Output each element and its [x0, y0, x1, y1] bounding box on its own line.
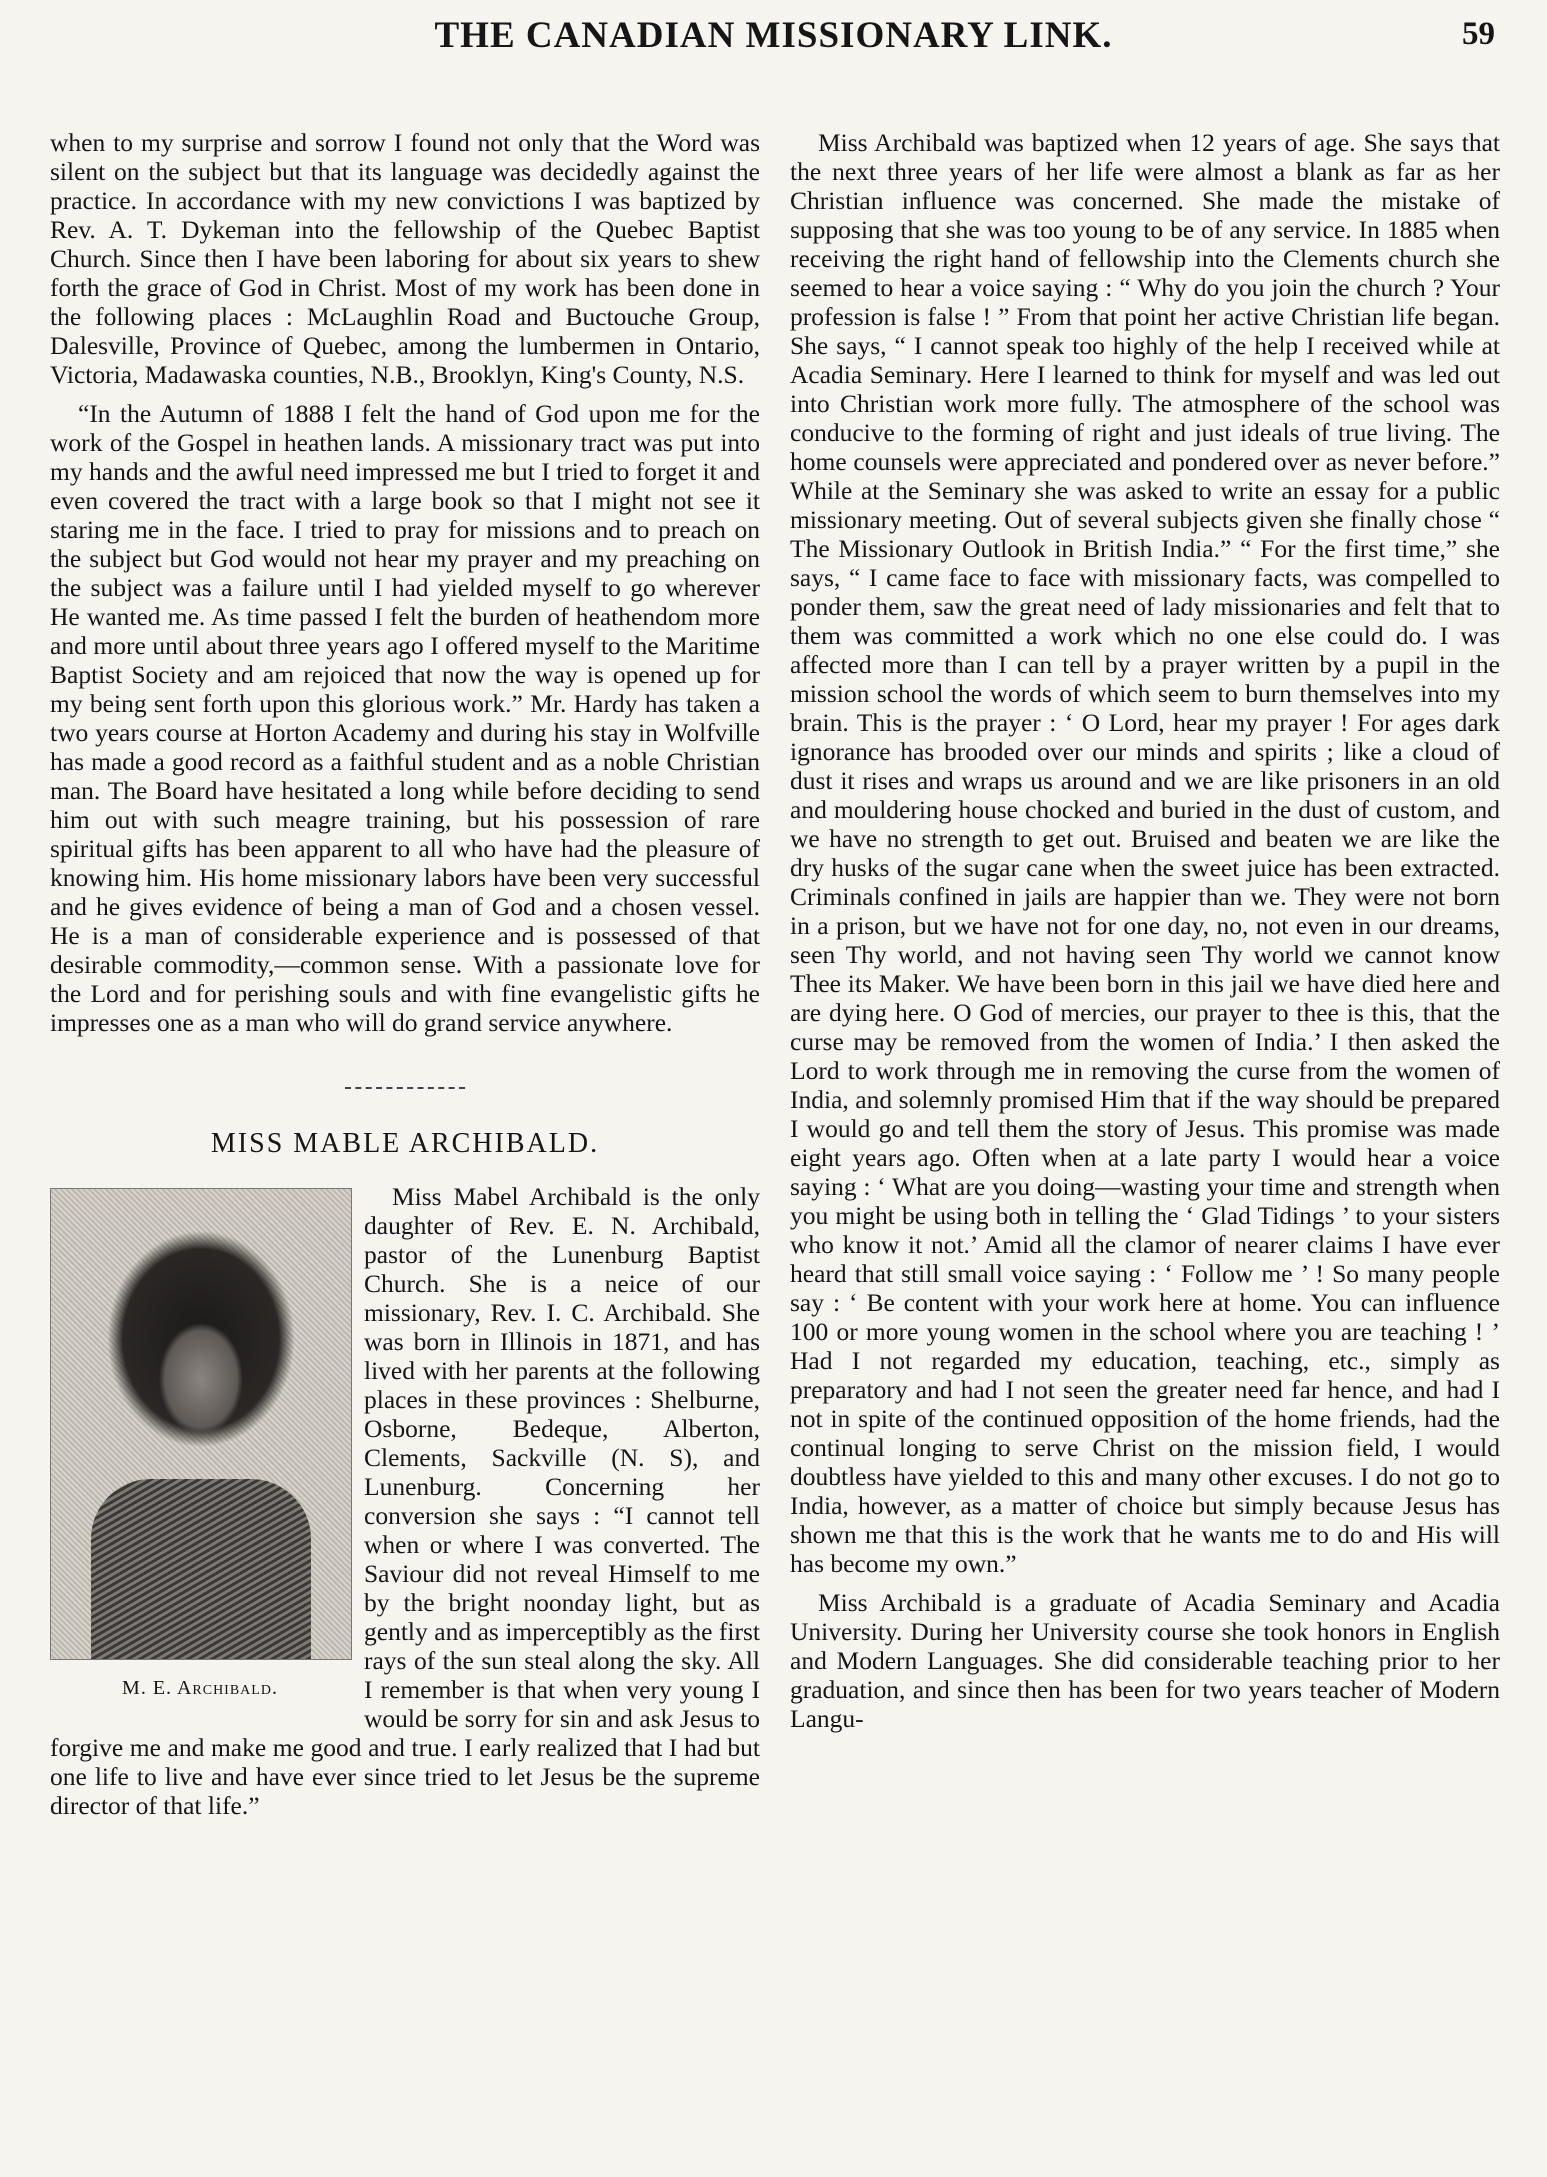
page-number: 59: [1462, 16, 1495, 52]
left-column: [50, 128, 760, 1830]
paragraph-archibald-intro: Miss Mabel Archibald is the only daughter of Rev. E. N. Archibald, pastor of the Lunenburg Baptist Church. She is a neice of our missionary, Rev. I. C. Archibald. She was born in Illinois in 1871, and has lived with her parents at the following places in these provinces : Shelburne, Osborne, Bedeque, Alberton, Clements, Sackville (N. S), and Lunenburg. Concerning her conversion she says : “I cannot tell when or where I was converted. The Saviour did not reveal Himself to me by the bright noonday light, but as gently and as imperceptibly as the first rays of the sun steal along the sky. All I remember is that when very young I would be sorry for sin and ask Jesus to forgive me and make me good and true. I early realized that I had but one life to live and have ever since tried to let Jesus be the supreme director of that life.”: [50, 1182, 760, 1820]
paragraph-archibald-education: Miss Archibald is a graduate of Acadia Seminary and Acadia University. During her University course she took honors in English and Modern Languages. She did considerable teaching prior to her graduation, and since then has been for two years teacher of Modern Langu-: [790, 1588, 1500, 1733]
paragraph-archibald-testimony: Miss Archibald was baptized when 12 years of age. She says that the next three years of her life were almost a blank as far as her Christian influence was concerned. She made the mistake of supposing that she was too young to be of any service. In 1885 when receiving the right hand of fellowship into the Clements church she seemed to hear a voice saying : “ Why do you join the church ? Your profession is false ! ” From that point her active Christian life began. She says, “ I cannot speak too highly of the help I received while at Acadia Seminary. Here I learned to think for myself and was led out into Christian work more fully. The atmosphere of the school was conducive to the forming of right and just ideals of true living. The home counsels were appreciated and pondered over as never before.” While at the Seminary she was asked to write an essay for a public missionary meeting. Out of several subjects given she finally chose “ The Missionary Outlook in British India.” “ For the first time,” she says, “ I came face to face with missionary facts, was compelled to ponder them, saw the great need of lady missionaries and felt that to them was committed a work which no one else could do. I was affected more than I can tell by a prayer written by a pupil in the mission school the words of which seem to burn themselves into my brain. This is the prayer : ‘ O Lord, hear my prayer ! For ages dark ignorance has brooded over our minds and spirits ; like a cloud of dust it rises and wraps us around and we are like prisoners in an old and mouldering house chocked and buried in the dust of custom, and we have no strength to get out. Bruised and beaten we are like the dry husks of the sugar cane when the sweet juice has been extracted. Criminals confined in jails are happier than we. They were not born in a prison, but we have not for one day, no, not even in our dreams, seen Thy world, and not having seen Thy world we cannot know Thee its Maker. We have been born in this jail we have died here and are dying here. O God of mercies, our prayer to thee is this, that the curse may be removed from the women of India.’ I then asked the Lord to work through me in removing the curse from the women of India, and solemnly promised Him that if the way should be prepared I would go and tell them the story of Jesus. This promise was made eight years ago. Often when at a late party I would hear a voice saying : ‘ What are you doing—wasting your time and strength when you might be using both in telling the ‘ Glad Tidings ’ to your sisters who know it not.’ Amid all the clamor of nearer claims I have ever heard that still small voice saying : ‘ Follow me ’ ! So many people say : ‘ Be content with your work here at home. You can influence 100 or more young women in the school where you are teaching ! ’ Had I not regarded my education, teaching, etc., simply as preparatory and had I not seen the greater need far hence, and had I not in spite of the continued opposition of the home friends, had the continual longing to serve Christ on the mission field, I would doubtless have yielded to this and many other excuses. I do not go to India, however, as a matter of choice but simply because Jesus has shown me that this is the work that he wants me to do and His will has become my own.”: [790, 128, 1500, 1578]
section-heading: MISS MABLE ARCHIBALD.: [210, 1128, 600, 1159]
portrait-figure: [50, 1188, 350, 1708]
paragraph-hardy-call: “In the Autumn of 1888 I felt the hand of God upon me for the work of the Gospel in heathen lands. A missionary tract was put into my hands and the awful need impressed me but I tried to forget it and even covered the tract with a large book so that I might not see it staring me in the face. I tried to pray for missions and to preach on the subject but God would not hear my prayer and my preaching on the subject was a failure until I had yielded myself to go wherever He wanted me. As time passed I felt the burden of heathendom more and more until about three years ago I offered myself to the Maritime Baptist Society and am rejoiced that now the way is opened up for my being sent forth upon this glorious work.” Mr. Hardy has taken a two years course at Horton Academy and during his stay in Wolfville has made a good record as a faithful student and as a noble Christian man. The Board have hesitated a long while before deciding to send him out with such meagre training, but his possession of rare spiritual gifts has been apparent to all who have had the pleasure of knowing him. His home missionary labors have been very successful and he gives evidence of being a man of God and a chosen vessel. He is a man of considerable experience and is possessed of that desirable commodity,—common sense. With a passionate love for the Lord and for perishing souls and with fine evangelistic gifts he impresses one as a man who will do grand service anywhere.: [50, 399, 760, 1037]
right-column: [790, 128, 1500, 1743]
paragraph-hardy-continued: when to my surprise and sorrow I found not only that the Word was silent on the subject but that its language was decidedly against the practice. In accordance with my new convictions I was baptized by Rev. A. T. Dykeman into the fellowship of the Quebec Baptist Church. Since then I have been laboring for about six years to shew forth the grace of God in Christ. Most of my work has been done in the following places : McLaughlin Road and Buctouche Group, Dalesville, Province of Quebec, among the lumbermen in Ontario, Victoria, Madawaska counties, N.B., Brooklyn, King's County, N.S.: [50, 128, 760, 389]
portrait-caption: M. E. Archibald.: [122, 1677, 278, 1699]
section-divider: [345, 1087, 465, 1089]
portrait-shoulders: [91, 1479, 311, 1659]
publication-title: THE CANADIAN MISSIONARY LINK.: [434, 15, 1113, 56]
portrait-image: [50, 1188, 352, 1660]
running-head: [0, 14, 1547, 60]
